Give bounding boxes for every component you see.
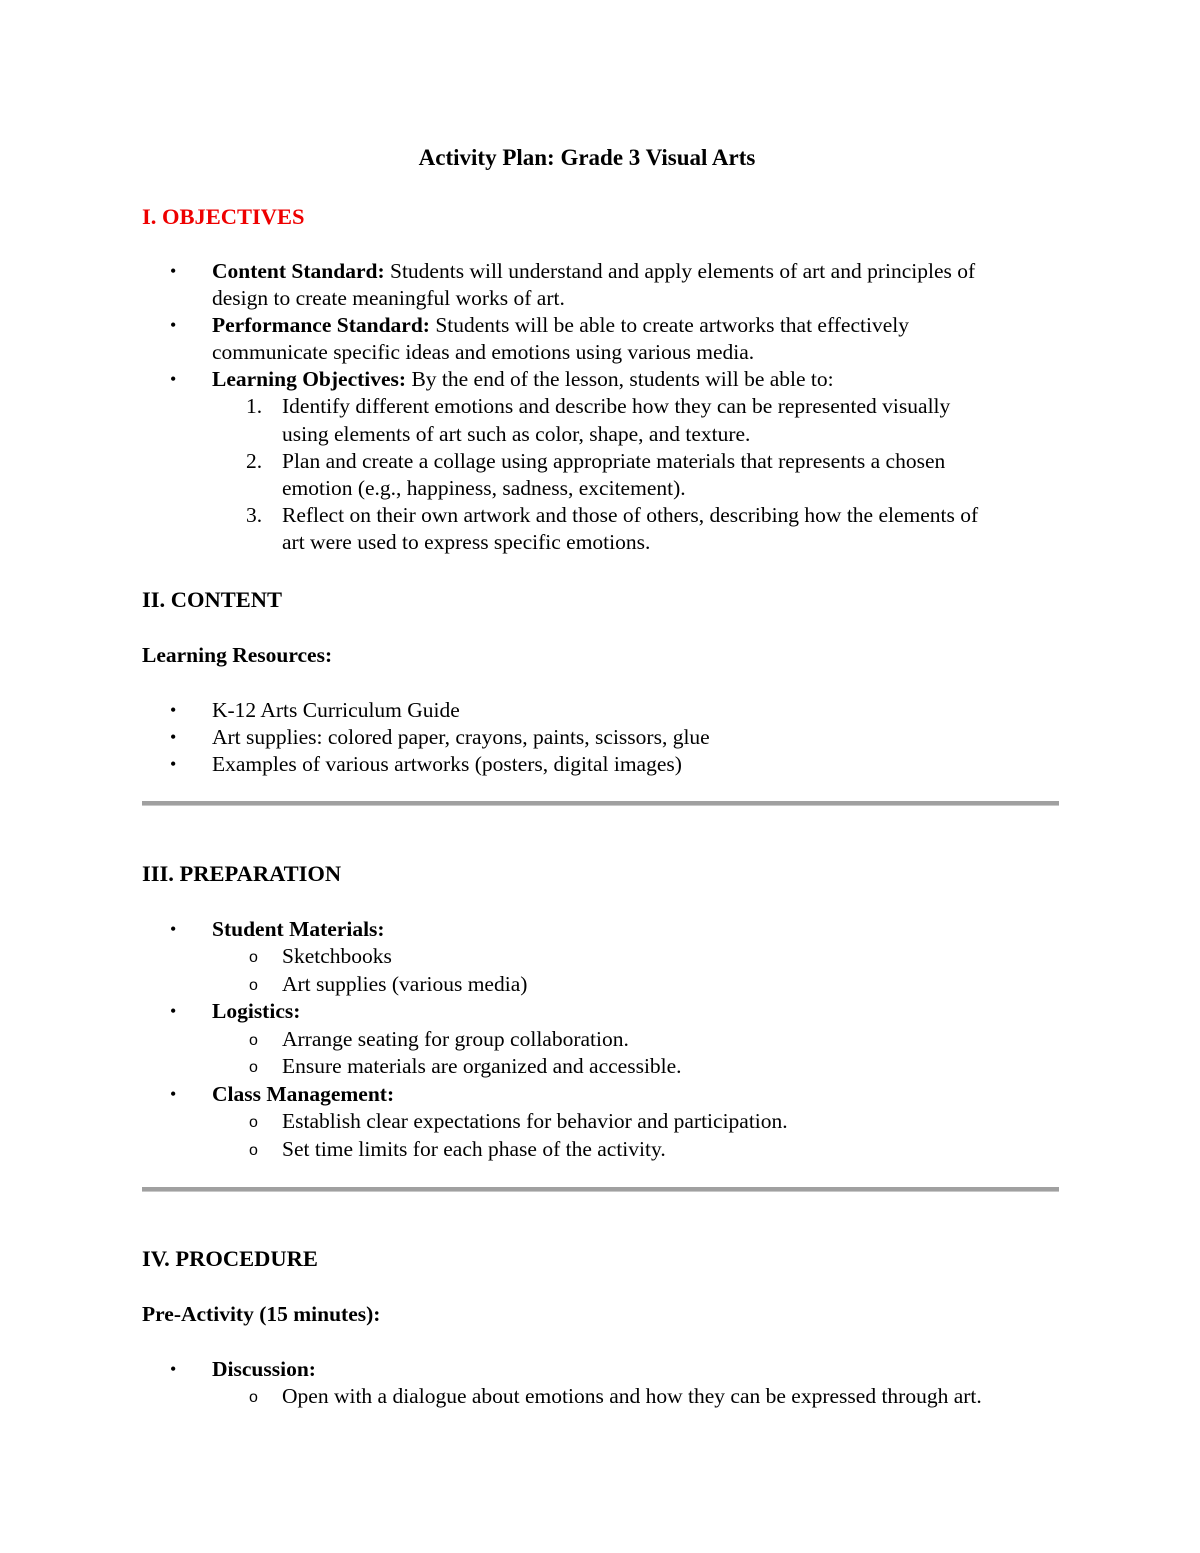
preparation-item: Set time limits for each phase of the activity. bbox=[282, 1137, 666, 1161]
objective-text-cont: art were used to express specific emotions. bbox=[282, 530, 651, 554]
objective-number: 3. bbox=[246, 503, 263, 527]
horizontal-rule bbox=[142, 1187, 1059, 1192]
class-management-label: Class Management: bbox=[212, 1082, 395, 1106]
bullet-icon: • bbox=[170, 919, 177, 939]
learning-objectives-item bbox=[212, 366, 834, 393]
resource-item: Art supplies: colored paper, crayons, paints, scissors, glue bbox=[212, 725, 710, 749]
resource-item: Examples of various artworks (posters, digital images) bbox=[212, 752, 682, 776]
performance-standard-label: Performance Standard: bbox=[212, 313, 430, 337]
sub-bullet-icon: o bbox=[249, 1389, 258, 1406]
bullet-icon: • bbox=[170, 1001, 177, 1021]
bullet-icon: • bbox=[170, 369, 177, 389]
content-heading: II. CONTENT bbox=[142, 587, 283, 612]
logistics-label: Logistics: bbox=[212, 999, 301, 1023]
objective-number: 1. bbox=[246, 394, 263, 418]
content-standard-item bbox=[212, 258, 975, 285]
content-standard-text-cont: design to create meaningful works of art. bbox=[212, 286, 565, 310]
sub-bullet-icon: o bbox=[249, 949, 258, 966]
learning-objectives-label: Learning Objectives: bbox=[212, 367, 407, 391]
content-standard-label: Content Standard: bbox=[212, 259, 385, 283]
bullet-icon: • bbox=[170, 1359, 177, 1379]
sub-bullet-icon: o bbox=[249, 1059, 258, 1076]
sub-bullet-icon: o bbox=[249, 1114, 258, 1131]
preparation-item: Arrange seating for group collaboration. bbox=[282, 1027, 629, 1051]
objective-text-cont: using elements of art such as color, shape, and texture. bbox=[282, 422, 751, 446]
preparation-item: Ensure materials are organized and accessible. bbox=[282, 1054, 682, 1078]
preparation-heading: III. PREPARATION bbox=[142, 861, 342, 886]
performance-standard-item bbox=[212, 312, 909, 339]
sub-bullet-icon: o bbox=[249, 977, 258, 994]
performance-standard-text-cont: communicate specific ideas and emotions using various media. bbox=[212, 340, 755, 364]
discussion-label: Discussion: bbox=[212, 1357, 316, 1381]
sub-bullet-icon: o bbox=[249, 1142, 258, 1159]
preparation-item: Establish clear expectations for behavior and participation. bbox=[282, 1109, 788, 1133]
objective-number: 2. bbox=[246, 449, 263, 473]
bullet-icon: • bbox=[170, 261, 177, 281]
resource-item: K-12 Arts Curriculum Guide bbox=[212, 698, 460, 722]
objective-text-cont: emotion (e.g., happiness, sadness, excitement). bbox=[282, 476, 686, 500]
bullet-icon: • bbox=[170, 700, 177, 720]
preparation-item: Sketchbooks bbox=[282, 944, 392, 968]
bullet-icon: • bbox=[170, 1084, 177, 1104]
discussion-item: Open with a dialogue about emotions and how they can be expressed through art. bbox=[282, 1384, 982, 1408]
bullet-icon: • bbox=[170, 754, 177, 774]
bullet-icon: • bbox=[170, 315, 177, 335]
objectives-heading: I. OBJECTIVES bbox=[142, 204, 305, 229]
learning-objectives-text: By the end of the lesson, students will be able to: bbox=[406, 367, 834, 391]
bullet-icon: • bbox=[170, 727, 177, 747]
horizontal-rule bbox=[142, 801, 1059, 806]
content-standard-text: Students will understand and apply elements of art and principles of bbox=[384, 259, 976, 283]
objective-text: Reflect on their own artwork and those of others, describing how the elements of bbox=[282, 503, 979, 527]
preparation-item: Art supplies (various media) bbox=[282, 972, 528, 996]
sub-bullet-icon: o bbox=[249, 1032, 258, 1049]
document-title: Activity Plan: Grade 3 Visual Arts bbox=[418, 145, 756, 170]
learning-resources-label: Learning Resources: bbox=[142, 643, 333, 667]
objective-text: Plan and create a collage using appropriate materials that represents a chosen bbox=[282, 449, 946, 473]
performance-standard-text: Students will be able to create artworks that effectively bbox=[429, 313, 909, 337]
student-materials-label: Student Materials: bbox=[212, 917, 385, 941]
procedure-heading: IV. PROCEDURE bbox=[142, 1246, 318, 1271]
objective-text: Identify different emotions and describe how they can be represented visually bbox=[282, 394, 951, 418]
pre-activity-label: Pre-Activity (15 minutes): bbox=[142, 1302, 381, 1326]
